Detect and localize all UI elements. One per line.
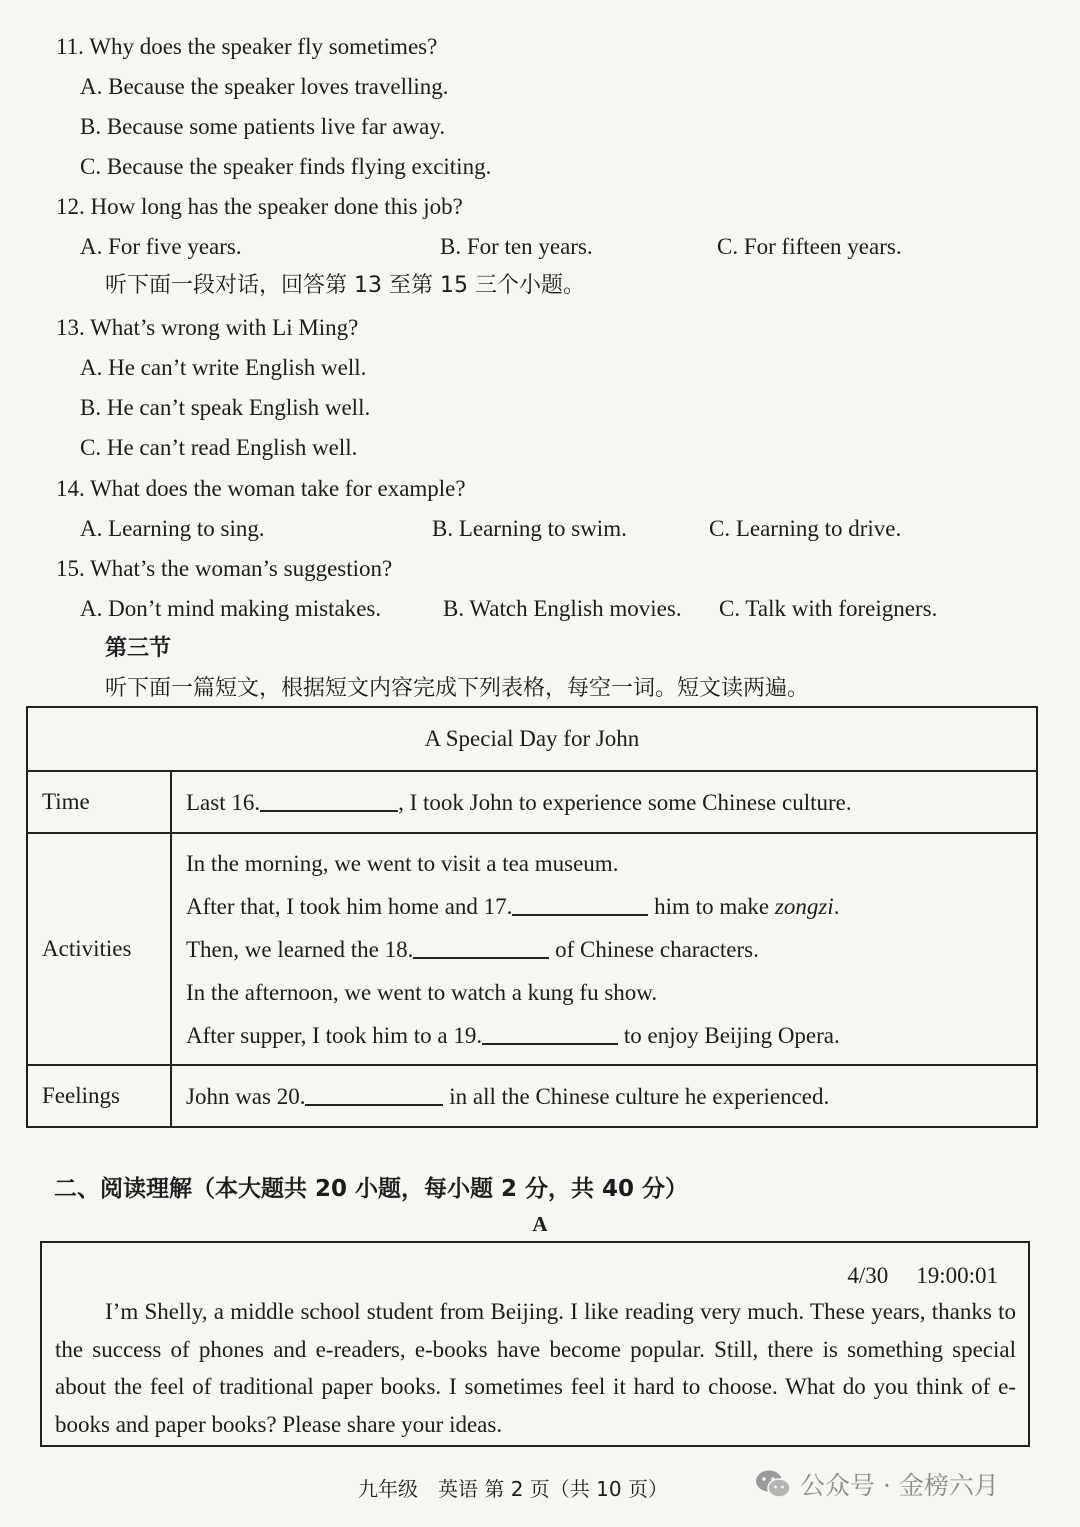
page-footer: 九年级 英语 第 2 页（共 10 页） xyxy=(358,1477,668,1501)
post-timestamp xyxy=(847,1263,998,1289)
question-11-option-a: A. Because the speaker loves travelling. xyxy=(80,74,449,99)
table-title: A Special Day for John xyxy=(27,707,1037,771)
question-12-option-a: A. For five years. xyxy=(80,234,242,259)
feelings-label: Feelings xyxy=(27,1065,171,1127)
special-day-table xyxy=(26,706,1038,1128)
question-12-option-c: C. For fifteen years. xyxy=(717,234,902,259)
question-13-option-c: C. He can’t read English well. xyxy=(80,435,358,460)
watermark xyxy=(754,1466,999,1502)
activity-line-3 xyxy=(186,928,1022,971)
answer-blank-20[interactable] xyxy=(305,1082,443,1106)
activity2-end: . xyxy=(833,893,840,919)
post-date: 4/30 xyxy=(847,1263,889,1288)
instruction-13-15: 听下面一段对话，回答第 13 至第 15 三个小题。 xyxy=(105,273,585,298)
question-13-option-b: B. He can’t speak English well. xyxy=(80,395,371,420)
question-15-option-a: A. Don’t mind making mistakes. xyxy=(80,596,382,621)
activity2-pre: After that, I took him home and 17. xyxy=(186,893,513,919)
question-11-stem: 11. Why does the speaker fly sometimes? xyxy=(56,34,438,59)
activity2-zongzi: zongzi xyxy=(774,893,834,919)
section3-heading: 第三节 xyxy=(105,636,172,661)
question-15-option-b: B. Watch English movies. xyxy=(443,596,682,621)
wechat-icon xyxy=(754,1468,792,1500)
feelings-post: in all the Chinese culture he experienced. xyxy=(449,1084,830,1109)
time-label: Time xyxy=(27,771,171,833)
passage-letter: A xyxy=(532,1212,548,1236)
question-15-option-c: C. Talk with foreigners. xyxy=(719,596,938,621)
post-body: I’m Shelly, a middle school student from Beijing. I like reading very much. These years, thanks to the success of phones and e-readers, e-books have become popular. Still, there is something special about the feel of traditional paper books. I sometimes feel it hard to choose. What do you think of e-books and paper books? Please share your ideas. xyxy=(55,1299,1016,1437)
answer-blank-17[interactable] xyxy=(512,892,648,916)
question-12-stem: 12. How long has the speaker done this job? xyxy=(56,194,463,219)
question-12-option-b: B. For ten years. xyxy=(440,234,593,259)
question-14-option-b: B. Learning to swim. xyxy=(432,516,627,541)
answer-blank-19[interactable] xyxy=(482,1021,618,1045)
question-14-option-c: C. Learning to drive. xyxy=(709,516,902,541)
watermark-text: 公众号 · 金榜六月 xyxy=(800,1471,999,1500)
reading-section-heading: 二、阅读理解（本大题共 20 小题，每小题 2 分，共 40 分） xyxy=(54,1176,689,1202)
question-15-stem: 15. What’s the woman’s suggestion? xyxy=(56,556,393,581)
question-13-option-a: A. He can’t write English well. xyxy=(80,355,367,380)
section3-instruction: 听下面一篇短文，根据短文内容完成下列表格，每空一词。短文读两遍。 xyxy=(105,676,810,701)
activity2-mid: him to make xyxy=(654,893,775,919)
activity3-pre: Then, we learned the 18. xyxy=(186,936,414,962)
activities-label: Activities xyxy=(27,833,171,1065)
activity-line-4: In the afternoon, we went to watch a kung fu show. xyxy=(186,979,658,1005)
activity5-pre: After supper, I took him to a 19. xyxy=(186,1022,483,1048)
activity5-post: to enjoy Beijing Opera. xyxy=(623,1022,840,1048)
activities-cell xyxy=(171,833,1037,1065)
question-11-option-b: B. Because some patients live far away. xyxy=(80,114,446,139)
activity-line-1: In the morning, we went to visit a tea museum. xyxy=(186,850,619,876)
feelings-cell xyxy=(171,1065,1037,1127)
shelly-post-box xyxy=(40,1241,1030,1447)
activity3-post: of Chinese characters. xyxy=(555,936,759,962)
time-text-pre: Last 16. xyxy=(186,790,261,815)
post-time: 19:00:01 xyxy=(916,1263,998,1288)
question-13-stem: 13. What’s wrong with Li Ming? xyxy=(56,315,359,340)
time-cell xyxy=(171,771,1037,833)
activity-line-2 xyxy=(186,885,1022,928)
question-14-option-a: A. Learning to sing. xyxy=(80,516,265,541)
answer-blank-16[interactable] xyxy=(260,788,398,812)
question-14-stem: 14. What does the woman take for example? xyxy=(56,476,466,501)
activity-line-5 xyxy=(186,1014,1022,1057)
answer-blank-18[interactable] xyxy=(413,935,549,959)
question-11-option-c: C. Because the speaker finds flying exciting. xyxy=(80,154,492,179)
feelings-pre: John was 20. xyxy=(186,1084,306,1109)
time-text-post: , I took John to experience some Chinese culture. xyxy=(398,790,852,815)
